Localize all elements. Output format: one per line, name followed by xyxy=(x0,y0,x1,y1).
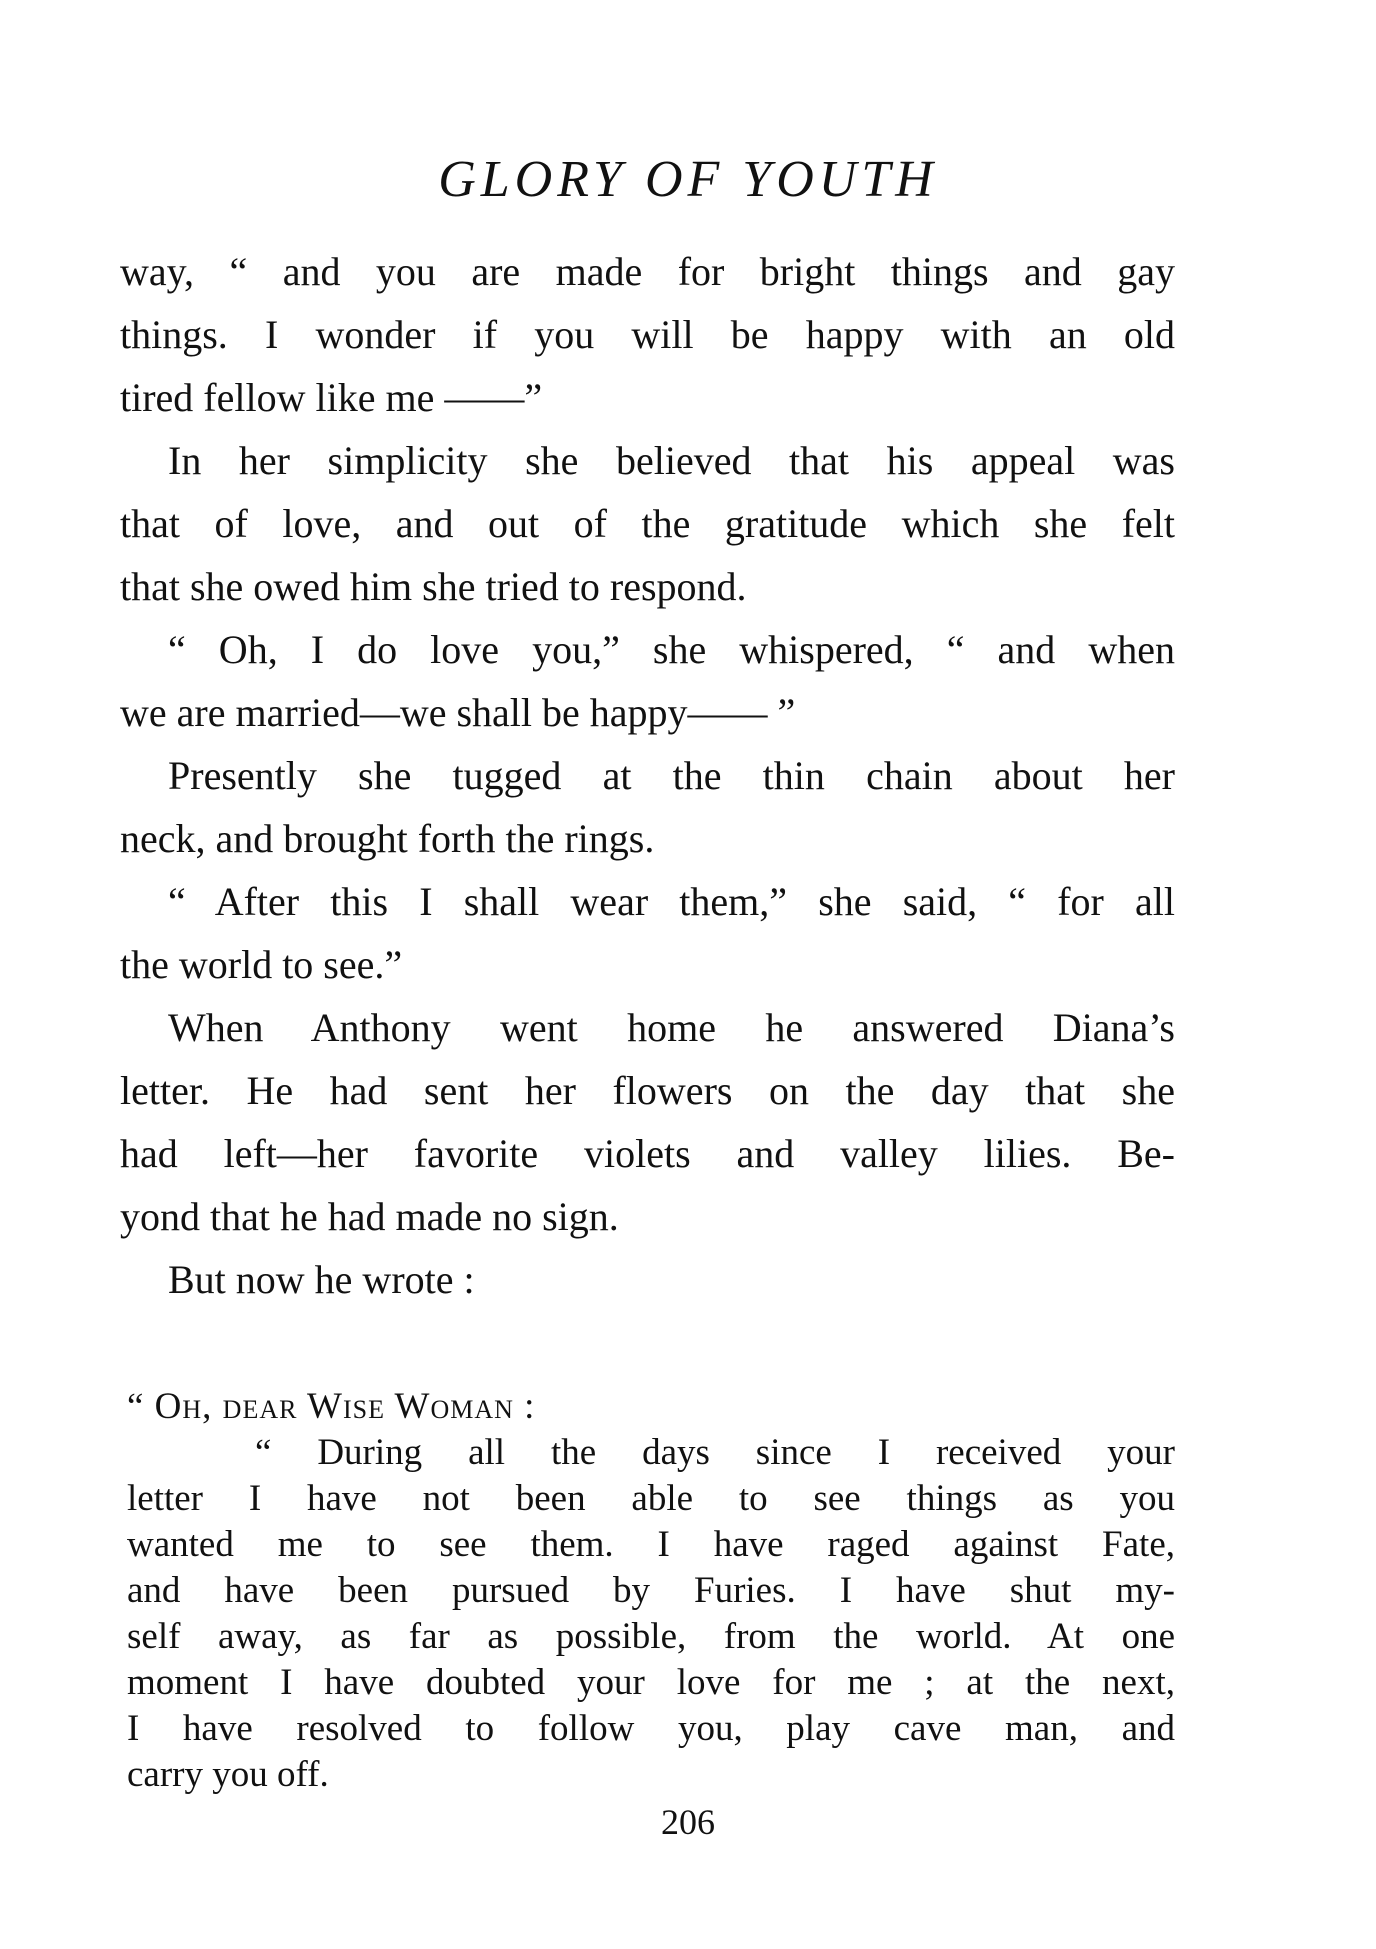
letter-line: “ During all the days since I received your xyxy=(255,1432,1175,1473)
letter-line: moment I have doubted your love for me ; at the next, xyxy=(127,1662,1175,1703)
text-line: Presently she tugged at the thin chain about her xyxy=(168,753,1175,798)
text-line: that of love, and out of the gratitude which she felt xyxy=(120,501,1175,546)
letter-line: self away, as far as possible, from the world. At one xyxy=(127,1616,1175,1657)
text-line: things. I wonder if you will be happy with an old xyxy=(120,312,1175,357)
letter-line: and have been pursued by Furies. I have shut my- xyxy=(127,1570,1175,1611)
letter-line: carry you off. xyxy=(127,1754,329,1795)
text-line: way, “ and you are made for bright things and gay xyxy=(120,249,1175,294)
running-head: GLORY OF YOUTH xyxy=(438,151,938,208)
text-line: the world to see.” xyxy=(120,942,403,987)
page-number: 206 xyxy=(661,1802,715,1842)
text-line: But now he wrote : xyxy=(168,1257,475,1302)
letter-body xyxy=(127,1430,1175,1798)
letter-block xyxy=(127,1384,1175,1798)
letter-line: wanted me to see them. I have raged against Fate, xyxy=(127,1524,1175,1565)
text-line: “ After this I shall wear them,” she said, “ for all xyxy=(168,879,1175,924)
text-line: yond that he had made no sign. xyxy=(120,1194,619,1239)
letter-line: I have resolved to follow you, play cave man, and xyxy=(127,1708,1175,1749)
letter-line: letter I have not been able to see things as you xyxy=(127,1478,1175,1519)
letter-salutation: “ Oh, dear Wise Woman : xyxy=(127,1386,536,1427)
text-line: “ Oh, I do love you,” she whispered, “ and when xyxy=(168,627,1175,672)
text-line: In her simplicity she believed that his appeal was xyxy=(168,438,1175,483)
body-text xyxy=(120,240,1175,1311)
text-line: When Anthony went home he answered Diana’s xyxy=(168,1005,1175,1050)
text-line: had left—her favorite violets and valley lilies. Be- xyxy=(120,1131,1175,1176)
text-line: neck, and brought forth the rings. xyxy=(120,816,655,861)
text-line: tired fellow like me ——” xyxy=(120,375,543,420)
text-line: that she owed him she tried to respond. xyxy=(120,564,747,609)
text-line: letter. He had sent her flowers on the day that she xyxy=(120,1068,1175,1113)
text-line: we are married—we shall be happy—— ” xyxy=(120,690,796,735)
